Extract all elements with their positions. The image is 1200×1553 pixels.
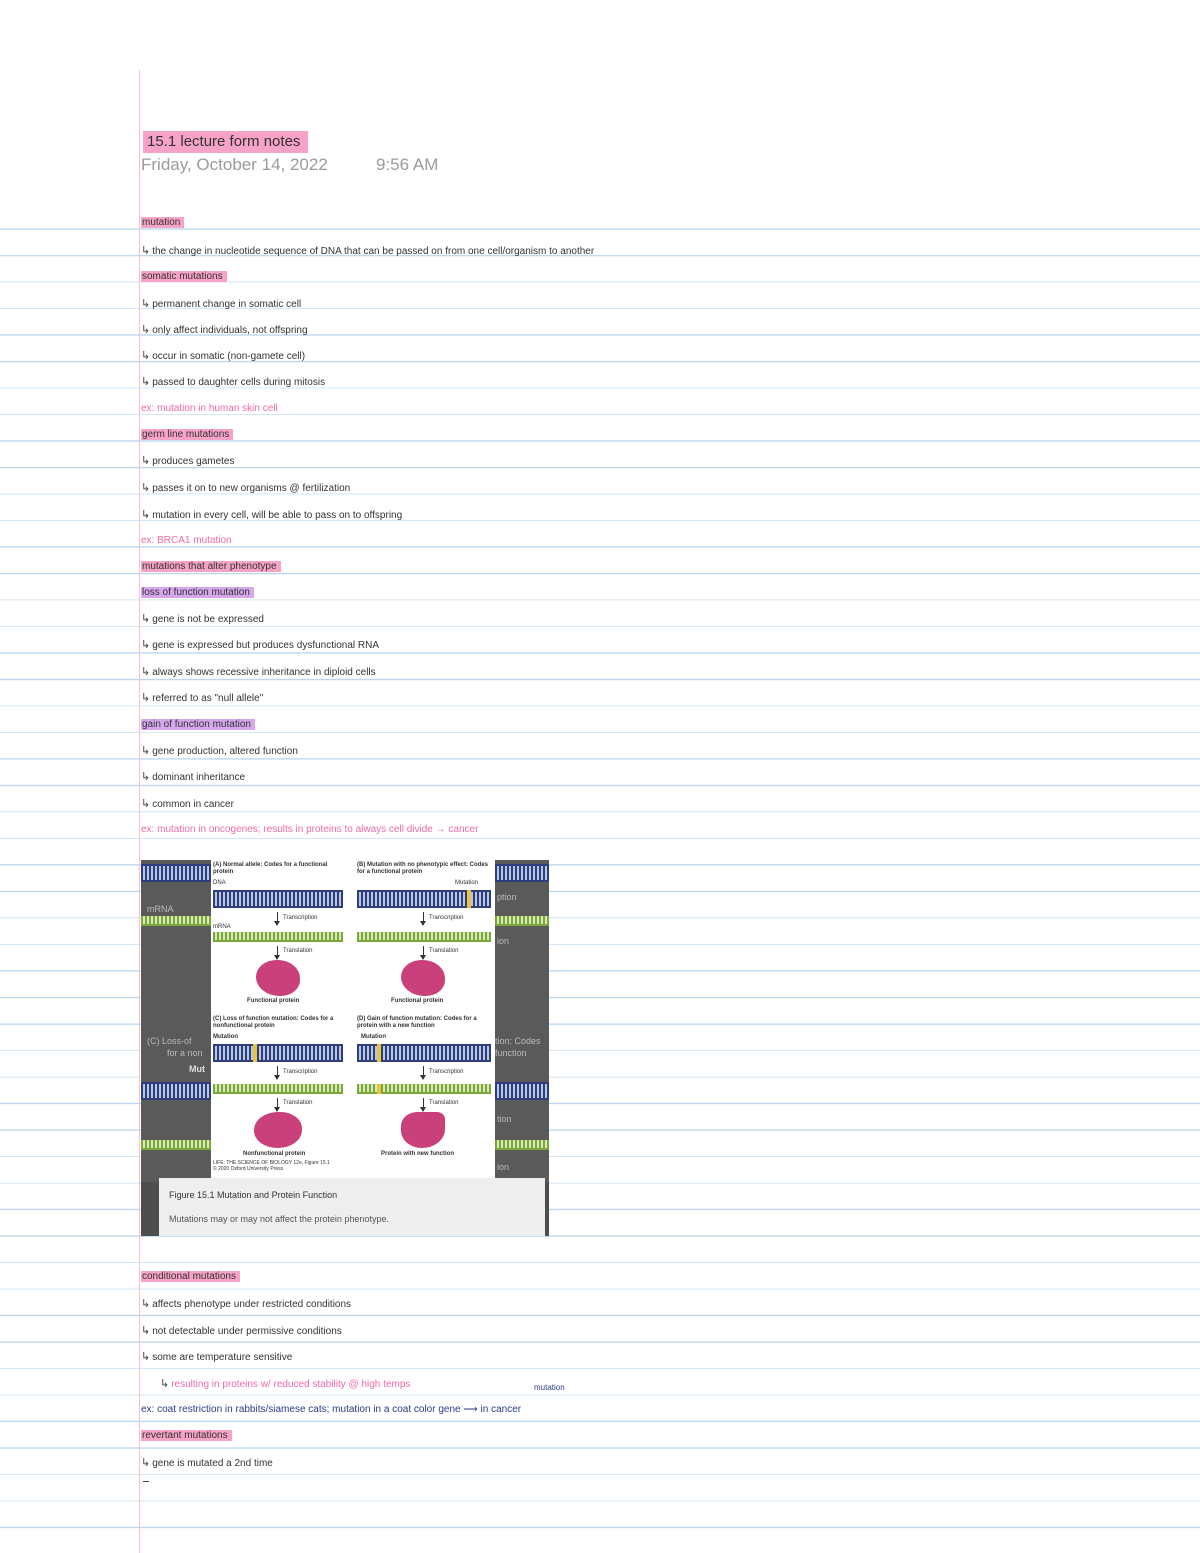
rna-strand [213,932,343,942]
transcription-label: Transcription [429,915,464,921]
note-line[interactable] [141,454,235,469]
mutation-label: Mutation [455,880,479,886]
textbook-figure-image [141,860,549,1236]
arrow-down-icon [277,912,278,924]
note-text: only affect individuals, not offspring [152,325,308,336]
note-line[interactable] [141,1324,342,1339]
note-text: germ line mutations [141,429,233,440]
note-text: gene is mutated a 2nd time [152,1458,273,1469]
note-line[interactable] [141,665,376,680]
panel-c-title: (C) Loss of function mutation: Codes for a nonfunctional protein [213,1016,334,1029]
figure-side-label: tion: Codes [495,1036,541,1046]
note-line[interactable] [141,1429,232,1443]
figure-panel [211,860,495,1178]
note-text: occur in somatic (non-gamete cell) [152,351,306,362]
note-text: gene is expressed but produces dysfunctional RNA [152,640,380,651]
annotation-mutation [534,1383,565,1392]
note-text: mutation in every cell, will be able to pass on to offspring [152,510,403,521]
dna-strand [213,1044,343,1062]
protein-caption: Functional protein [391,998,444,1004]
note-text: referred to as "null allele" [152,693,264,704]
translation-label: Translation [429,948,459,954]
bullet-arrow-icon: ↳ [160,1378,170,1390]
note-line[interactable] [141,428,233,442]
dna-strand [213,890,343,908]
figure-caption-text: Mutations may or may not affect the protein phenotype. [169,1214,389,1224]
note-text: gene is not be expressed [152,614,264,625]
note-line[interactable] [141,1456,273,1471]
note-text: ex: mutation in oncogenes; results in proteins to always cell divide → cancer [141,824,479,835]
note-line[interactable] [141,718,255,732]
rna-strand [141,1140,211,1150]
mutation-marker [377,1084,381,1094]
annotation-mutation-word: mutation [534,1383,565,1392]
bullet-arrow-icon: ↳ [141,639,151,651]
bullet-arrow-icon: ↳ [141,350,151,362]
panel-d-title: (D) Gain of function mutation: Codes for a protein with a new function [357,1016,477,1029]
note-line[interactable] [141,744,298,759]
margin-line [139,70,140,1553]
note-line[interactable] [141,244,594,259]
note-text: the change in nucleotide sequence of DNA that can be passed on from one cell/organism to another [152,246,595,257]
bullet-arrow-icon: ↳ [141,1457,151,1469]
arrow-down-icon [277,946,278,958]
functional-protein-shape [256,960,300,996]
bullet-arrow-icon: ↳ [141,509,151,521]
note-text: loss of function mutation [141,587,254,598]
note-text: produces gametes [152,456,235,467]
bullet-arrow-icon: ↳ [141,1325,151,1337]
bullet-arrow-icon: ↳ [141,1351,151,1363]
mutation-marker [253,1044,257,1062]
transcription-label: Transcription [283,1069,318,1075]
note-text: some are temperature sensitive [152,1352,293,1363]
arrow-down-icon [277,1098,278,1110]
figure-side-label: tion [497,1114,512,1124]
page-time: 9:56 AM [376,155,439,174]
note-text: gene production, altered function [152,746,298,757]
rna-strand [495,916,549,926]
note-line[interactable] [141,216,184,230]
arrow-right-icon: ⟶ [460,1404,481,1415]
note-line[interactable] [160,1377,410,1392]
bullet-arrow-icon: ↳ [141,482,151,494]
dna-strand [495,1082,549,1100]
protein-caption: Protein with new function [381,1151,454,1157]
arrow-down-icon [423,946,424,958]
note-text: revertant mutations [141,1430,232,1441]
note-text: ex: mutation in human skin cell [141,403,278,414]
trailing-dash [143,1481,149,1482]
note-line[interactable] [141,797,234,812]
nonfunctional-protein-shape [254,1112,302,1148]
protein-caption: Functional protein [247,998,300,1004]
note-text: ex: coat restriction in rabbits/siamese cats; mutation in a coat color gene [141,1404,461,1415]
note-line[interactable] [141,1350,292,1365]
figure-side-label: (C) Loss-of [147,1036,192,1046]
bullet-arrow-icon: ↳ [141,1298,151,1310]
note-text: passed to daughter cells during mitosis [152,377,326,388]
translation-label: Translation [283,948,313,954]
note-line[interactable] [141,349,305,364]
dna-strand [141,1082,211,1100]
note-line[interactable] [141,534,232,548]
bullet-arrow-icon: ↳ [141,771,151,783]
note-line[interactable] [141,770,245,785]
rna-strand [357,932,491,942]
rna-strand [141,916,211,926]
figure-side-label: ion [497,1162,510,1172]
note-text: somatic mutations [141,271,227,282]
note-line[interactable] [141,481,350,496]
note-text: common in cancer [152,799,234,810]
page-title[interactable]: 15.1 lecture form notes [143,131,308,153]
mutation-marker [377,1044,381,1062]
arrow-down-icon [423,1066,424,1078]
note-line[interactable] [141,1403,521,1417]
figure-side-label: ion [497,936,510,946]
note-line[interactable] [141,297,301,312]
translation-label: Translation [429,1100,459,1106]
figure-side-label: for a non [167,1048,203,1058]
note-text: mutations that alter phenotype [141,561,281,572]
rna-strand [213,1084,343,1094]
note-line[interactable] [141,402,278,416]
figure-side-label: mRNA [147,904,174,914]
mrna-label: mRNA [213,924,231,930]
note-text: ex: BRCA1 mutation [141,535,232,546]
figure-source: LIFE: THE SCIENCE OF BIOLOGY 12e, Figure 15.1 © 2020 Oxford University Press [213,1160,330,1172]
note-line[interactable] [141,691,263,706]
figure-caption-box [159,1178,545,1236]
bullet-arrow-icon: ↳ [141,455,151,467]
dna-strand [141,864,211,882]
note-text: permanent change in somatic cell [152,299,302,310]
note-text: always shows recessive inheritance in diploid cells [152,667,376,678]
note-text: affects phenotype under restricted conditions [152,1299,352,1310]
bullet-arrow-icon: ↳ [141,613,151,625]
figure-side-label: ption [497,892,517,902]
bullet-arrow-icon: ↳ [141,666,151,678]
transcription-label: Transcription [429,1069,464,1075]
note-line[interactable] [141,560,281,574]
arrow-down-icon [423,1098,424,1110]
mutation-label: Mutation [213,1034,238,1040]
note-line[interactable] [141,586,254,600]
transcription-label: Transcription [283,915,318,921]
bullet-arrow-icon: ↳ [141,376,151,388]
note-line[interactable] [141,375,325,390]
mutation-label: Mutation [361,1034,386,1040]
figure-caption-title: Figure 15.1 Mutation and Protein Function [169,1190,338,1200]
note-line[interactable] [141,1297,351,1312]
note-line[interactable] [141,508,402,523]
bullet-arrow-icon: ↳ [141,245,151,257]
note-line[interactable] [141,323,308,338]
note-text: dominant inheritance [152,772,246,783]
bullet-arrow-icon: ↳ [141,745,151,757]
new-function-protein-shape [401,1112,445,1148]
note-text-tail: in cancer [480,1404,522,1415]
arrow-down-icon [277,1066,278,1078]
figure-side-label: Mut [189,1064,205,1074]
figure-side-label: function [495,1048,527,1058]
note-text: passes it on to new organisms @ fertilization [152,483,351,494]
bullet-arrow-icon: ↳ [141,798,151,810]
note-text: gain of function mutation [141,719,255,730]
arrow-down-icon [423,912,424,924]
note-line[interactable] [141,638,379,653]
dna-strand [495,864,549,882]
rna-strand [495,1140,549,1150]
panel-a-title: (A) Normal allele: Codes for a functional protein [213,862,328,875]
bullet-arrow-icon: ↳ [141,692,151,704]
bullet-arrow-icon: ↳ [141,324,151,336]
functional-protein-shape [401,960,445,996]
note-text: resulting in proteins w/ reduced stability @ high temps [171,1379,411,1390]
figure-background-right [495,860,549,1182]
note-text: conditional mutations [141,1271,240,1282]
note-line[interactable] [141,270,227,284]
dna-label: DNA [213,880,226,886]
protein-caption: Nonfunctional protein [243,1151,306,1157]
note-text: not detectable under permissive conditions [152,1326,342,1337]
translation-label: Translation [283,1100,313,1106]
page-date: Friday, October 14, 2022 [141,155,328,174]
note-line[interactable] [141,612,264,627]
note-line[interactable] [141,823,478,837]
bullet-arrow-icon: ↳ [141,298,151,310]
mutation-marker [467,890,471,908]
panel-b-title: (B) Mutation with no phenotypic effect: Codes for a functional protein [357,862,488,875]
note-text: mutation [141,217,184,228]
note-line[interactable] [141,1270,240,1284]
